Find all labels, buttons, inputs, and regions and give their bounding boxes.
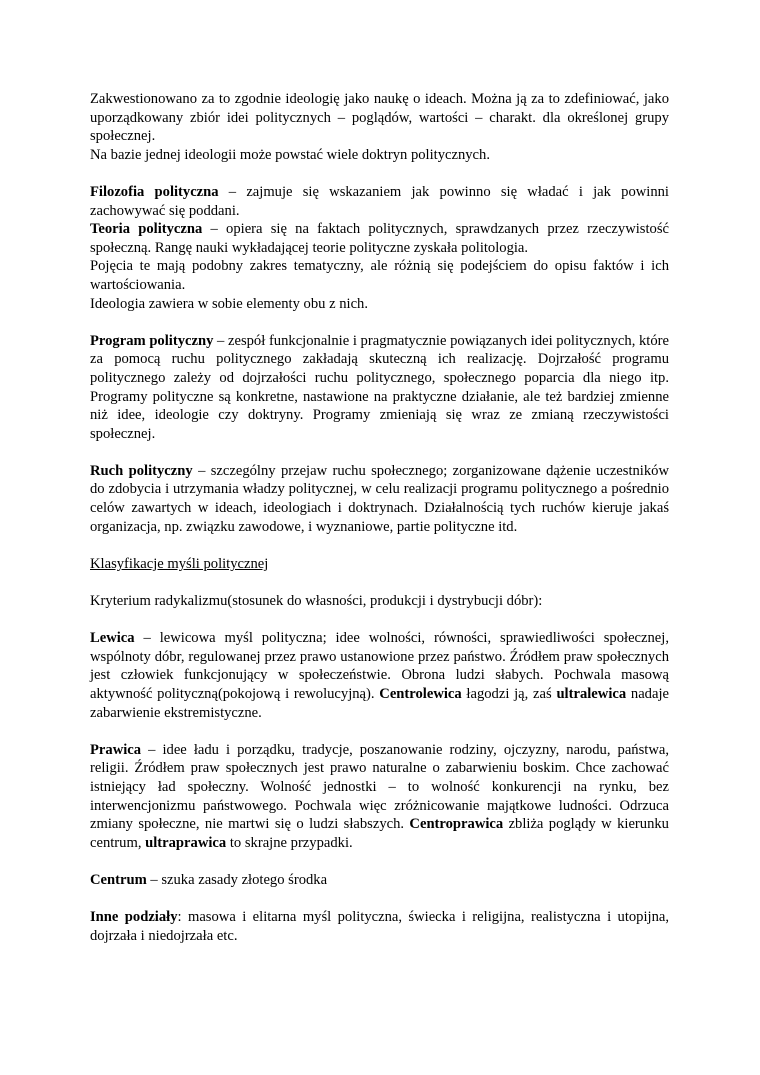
blank-line	[90, 611, 669, 630]
political-philosophy-text: – zajmuje się wskazaniem jak powinno się władać i jak powinni zachowywać się poddani.	[90, 183, 669, 219]
left-wing-term: Lewica	[90, 630, 135, 647]
blank-line	[90, 890, 669, 909]
ultra-left-text: nadaje zabarwienie ekstremistyczne.	[90, 686, 669, 721]
intro-doctrines-line: Na bazie jednej ideologii może powstać wiele doktryn politycznych.	[90, 146, 490, 163]
right-wing-text: – idee ładu i porządku, tradycje, poszanowanie rodziny, ojczyzny, narodu, państwa, religii. Źródłem praw społecznych jest prawo naturalne o zabarwieniu boskim. Chce zachować istniejący ład społeczny. Wolność jednostki – to wolność konkurencji na rynku, bez interwencjonizmu państwowego. Pochwala więc zróżnicowanie majątkowe ludności. Odrzuca zmiany społeczne, nie martwi się o ludzi słabszych.	[90, 741, 669, 833]
center-left-term: Centrolewica	[379, 686, 462, 702]
blank-line	[90, 573, 669, 592]
left-wing-text: – lewicowa myśl polityczna; idee wolności, równości, sprawiedliwości społecznej, wspólnoty dóbr, regulowanej przez prawo ustanowione przez państwo. Źródłem praw społecznych jest człowiek funkcjonujący w społeczeństwie. Obrona ludzi słabych. Pochwala masową aktywność polityczną(pokojową i rewolucyjną).	[90, 630, 669, 702]
right-wing-definition	[90, 741, 669, 853]
blank-line	[90, 852, 669, 871]
classification-heading: Klasyfikacje myśli politycznej	[90, 555, 269, 572]
political-program-text: – zespół funkcjonalnie i pragmatycznie powiązanych idei politycznych, które za pomocą ruchu politycznego zakładają skuteczną ich realizację. Dojrzałość programu politycznego zależy od dojrzałości ruchu politycznego, społecznego poparcia dla niego itp. Programy polityczne są konkretne, nastawione na praktyczne działanie, ale też bardziej zmienne niż idee, ideologie czy doktryny. Programy zmieniają się wraz ze zmianą rzeczywistości społecznej.	[90, 332, 669, 442]
other-divisions-term: Inne podziały	[90, 909, 178, 926]
center-left-text: łagodzi ją, zaś	[461, 686, 557, 702]
document-page	[90, 90, 669, 945]
center-right-text: zbliża poglądy w kierunku centrum,	[90, 816, 669, 851]
political-program-term: Program polityczny	[90, 332, 214, 349]
intro-paragraph: Zakwestionowano za to zgodnie ideologię jako naukę o ideach. Można ją za to zdefiniować, jako uporządkowany zbiór idei politycznych – poglądów, wartości – charakt. dla określonej grupy społecznej.	[90, 91, 669, 145]
other-divisions-definition	[90, 908, 669, 945]
political-movement-term: Ruch polityczny	[90, 462, 193, 479]
center-term: Centrum	[90, 871, 147, 888]
blank-line	[90, 536, 669, 555]
political-movement-definition	[90, 462, 669, 536]
blank-line	[90, 313, 669, 332]
political-program-definition	[90, 332, 669, 444]
ultra-right-term: ultraprawica	[145, 834, 227, 851]
blank-line	[90, 722, 669, 741]
political-philosophy-definition	[90, 183, 669, 220]
blank-line	[90, 443, 669, 462]
political-theory-definition	[90, 220, 669, 257]
other-divisions-text: : masowa i elitarna myśl polityczna, świecka i religijna, realistyczna i utopijna, dojrzała i niedojrzała etc.	[90, 909, 670, 944]
ultra-right-text: to skrajne przypadki.	[226, 834, 353, 851]
center-definition	[90, 871, 669, 890]
political-theory-text: – opiera się na faktach politycznych, sprawdzanych przez rzeczywistość społeczną. Rangę nauki wykładającej teorie polityczne zyskała politologia.	[90, 221, 669, 256]
center-text: – szuka zasady złotego środka	[146, 871, 328, 888]
political-movement-text: – szczególny przejaw ruchu społecznego; zorganizowane dążenie uczestników do zdobycia i utrzymania władzy politycznej, w celu realizacji programu politycznego a pośrednio celów zawartych w ideach, ideologiach i doktrynach. Działalnością tych ruchów kieruje jakaś organizacja, np. związku zawodowe, i wyznaniowe, partie polityczne itd.	[90, 462, 669, 535]
political-philosophy-term: Filozofia polityczna	[90, 183, 219, 200]
ultra-left-term: ultralewica	[556, 686, 627, 702]
radicalism-criterion: Kryterium radykalizmu(stosunek do własności, produkcji i dystrybucji dóbr):	[90, 593, 543, 610]
political-theory-term: Teoria polityczna	[90, 221, 203, 238]
ideology-elements-line: Ideologia zawiera w sobie elementy obu z nich.	[90, 295, 368, 312]
blank-line	[90, 164, 669, 183]
right-wing-term: Prawica	[90, 741, 142, 758]
concepts-paragraph: Pojęcia te mają podobny zakres tematyczny, ale różnią się podejściem do opisu faktów i ich wartościowania.	[90, 258, 669, 293]
center-right-term: Centroprawica	[409, 816, 504, 833]
left-wing-definition	[90, 629, 669, 722]
